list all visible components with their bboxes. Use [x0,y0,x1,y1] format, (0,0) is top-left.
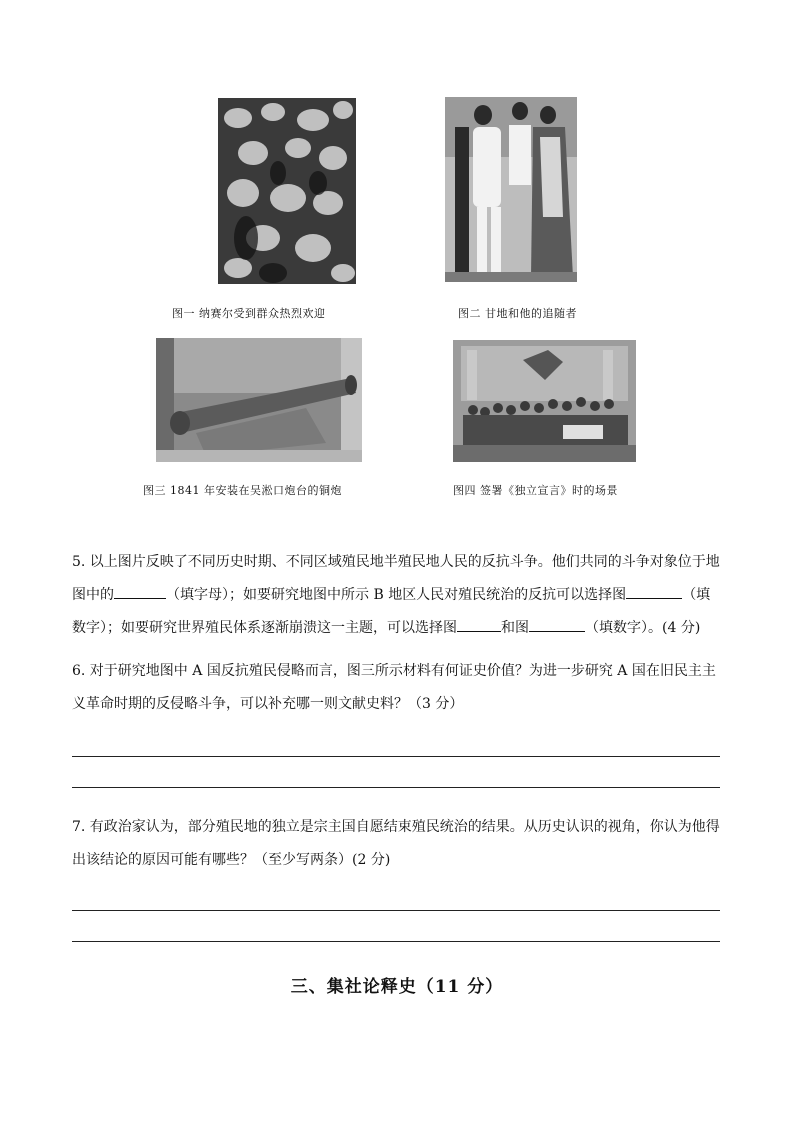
answer-line[interactable] [72,787,720,788]
figure-4-caption: 图四 签署《独立宣言》时的场景 [453,484,618,497]
answer-blank-letter[interactable] [114,584,166,599]
figure-2-caption: 图二 甘地和他的追随者 [458,307,577,320]
photo-gandhi-followers [445,97,577,282]
question-6: 6. 对于研究地图中 A 国反抗殖民侵略而言，图三所示材料有何证史价值？为进一步研究 A 国在旧民主主义革命时期的反侵略斗争，可以补充哪一则文献史料？（3 分） [72,663,716,712]
section-title: 三、集社论释史（11 分） [290,977,504,997]
photo-declaration-signing [453,340,636,462]
answer-line[interactable] [72,910,720,911]
answer-line[interactable] [72,756,720,757]
question-5-text-5: （填数字）。(4 分) [585,620,701,636]
answer-blank-figure-b[interactable] [626,584,682,599]
question-5 [72,546,722,645]
photo-bronze-cannon [156,338,362,462]
answer-blank-figure-2[interactable] [529,617,585,632]
question-5-text-1: 5. 以上图片反映了不同历史时期、不同区域殖民地半殖民地人民的反抗斗争。他们共同的斗争对象位于地图中的 [72,554,720,603]
answer-line[interactable] [72,941,720,942]
question-5-text-4: 和图 [501,620,529,636]
question-5-text-2: （填字母）；如要研究地图中所示 B 地区人民对殖民统治的反抗可以选择图 [166,587,627,603]
answer-blank-figure-1[interactable] [457,617,501,632]
question-5-text-3: （填数字）；如要研究世界殖民体系逐渐崩溃这一主题，可以选择图 [72,587,711,636]
photo-nasser-crowd [218,98,356,284]
figure-1-caption: 图一 纳赛尔受到群众热烈欢迎 [172,307,326,320]
figure-3-caption: 图三 1841 年安装在吴淞口炮台的铜炮 [143,484,342,497]
question-7: 7. 有政治家认为，部分殖民地的独立是宗主国自愿结束殖民统治的结果。从历史认识的视角，你认为他得出该结论的原因可能有哪些？（至少写两条）(2 分) [72,819,720,868]
